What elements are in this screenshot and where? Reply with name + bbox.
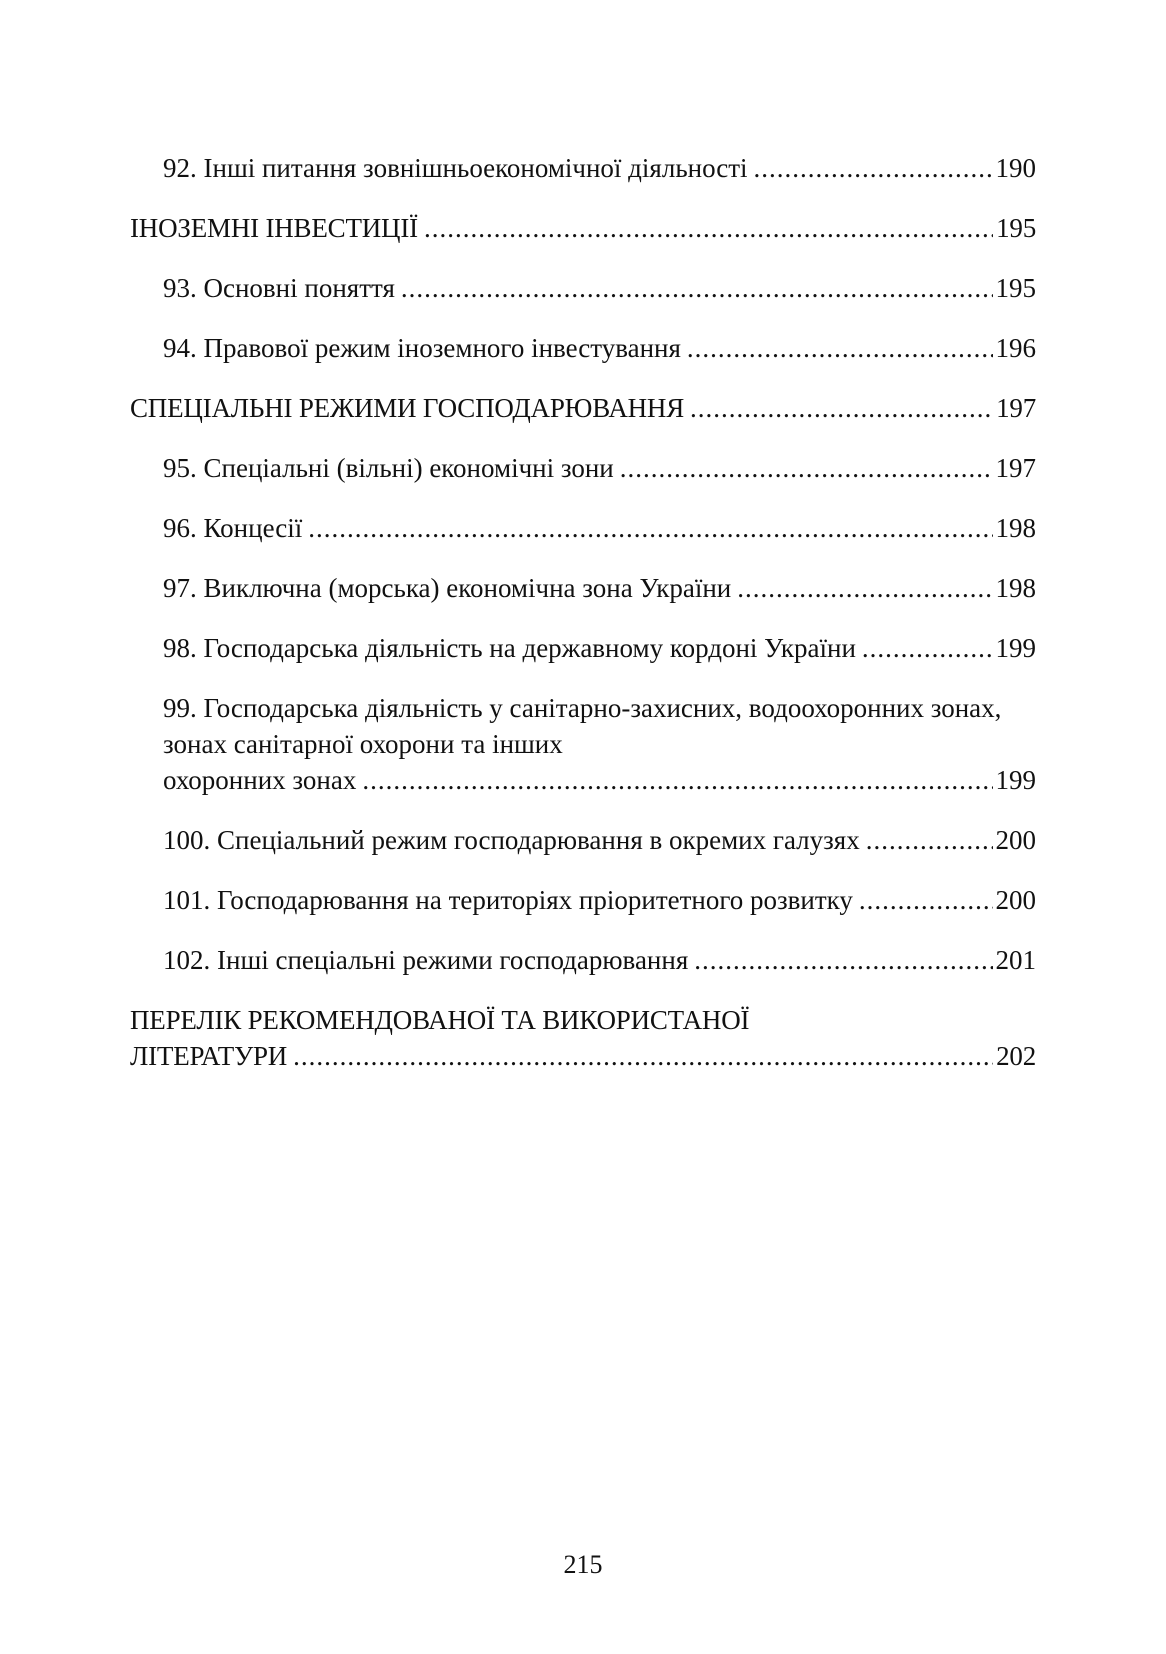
toc-entry-title: 102. Інші спеціальні режими господарювання	[163, 945, 689, 975]
toc-page-number: 190	[995, 153, 1036, 183]
dot-leader	[308, 510, 992, 546]
toc-section-title: СПЕЦІАЛЬНІ РЕЖИМИ ГОСПОДАРЮВАННЯ	[130, 393, 685, 423]
dot-leader	[694, 942, 992, 978]
toc-section-title-lead: ПЕРЕЛІК РЕКОМЕНДОВАНОЇ ТА ВИКОРИСТАНОЇ	[130, 1005, 750, 1035]
page-number-footer: 215	[563, 1550, 603, 1579]
toc-page-number: 200	[995, 885, 1036, 915]
toc-entry-title: 92. Інші питання зовнішньоекономічної діяльності	[163, 153, 748, 183]
toc-page-number: 196	[995, 333, 1036, 363]
toc-entry-title: 93. Основні поняття	[163, 273, 395, 303]
dot-leader	[293, 1038, 993, 1074]
toc-page-number: 198	[995, 513, 1036, 543]
toc-page-number: 199	[995, 633, 1036, 663]
dot-leader	[754, 150, 993, 186]
dot-leader	[737, 570, 992, 606]
dot-leader	[690, 390, 993, 426]
dot-leader	[862, 630, 993, 666]
toc-section-title: ІНОЗЕМНІ ІНВЕСТИЦІЇ	[130, 213, 418, 243]
toc-entry-title: 97. Виключна (морська) економічна зона України	[163, 573, 732, 603]
toc-section-foreign-investments[interactable]	[130, 210, 1036, 246]
toc-entry-92[interactable]	[130, 150, 1036, 186]
toc-entry-98[interactable]	[130, 630, 1036, 666]
toc-entry-title: 101. Господарювання на територіях пріоритетного розвитку	[163, 885, 853, 915]
toc-entry-96[interactable]	[130, 510, 1036, 546]
toc-entry-100[interactable]	[130, 822, 1036, 858]
toc-page-number: 197	[996, 393, 1036, 423]
toc-page-number: 197	[995, 453, 1036, 483]
toc-entry-title: 100. Спеціальний режим господарювання в окремих галузях	[163, 825, 860, 855]
dot-leader	[859, 882, 993, 918]
toc-page-number: 202	[996, 1041, 1036, 1071]
dot-leader	[401, 270, 993, 306]
dot-leader	[687, 330, 993, 366]
toc-entry-title-lead: 99. Господарська діяльність у санітарно-захисних, водоохоронних зонах, зонах санітарної охорони та інших	[163, 693, 1002, 759]
toc-entry-97[interactable]	[130, 570, 1036, 606]
toc-entry-101[interactable]	[130, 882, 1036, 918]
dot-leader	[362, 762, 992, 798]
toc-entry-102[interactable]	[130, 942, 1036, 978]
dot-leader	[866, 822, 993, 858]
dot-leader	[620, 450, 993, 486]
dot-leader	[424, 210, 993, 246]
toc-entry-title: 96. Концесії	[163, 513, 303, 543]
toc-entry-95[interactable]	[130, 450, 1036, 486]
toc-entry-93[interactable]	[130, 270, 1036, 306]
toc-entry-99[interactable]	[130, 690, 1036, 798]
toc-section-references[interactable]	[130, 1002, 1036, 1074]
toc-page-number: 201	[995, 945, 1036, 975]
toc-section-special-regimes[interactable]	[130, 390, 1036, 426]
toc-page-number: 195	[995, 273, 1036, 303]
toc-page-number: 195	[996, 213, 1036, 243]
table-of-contents	[130, 150, 1036, 1098]
toc-entry-title: 98. Господарська діяльність на державному кордоні України	[163, 633, 856, 663]
toc-entry-title: 95. Спеціальні (вільні) економічні зони	[163, 453, 614, 483]
toc-section-title: ЛІТЕРАТУРИ	[130, 1041, 288, 1071]
toc-page-number: 198	[995, 573, 1036, 603]
toc-entry-94[interactable]	[130, 330, 1036, 366]
toc-page-number: 199	[995, 765, 1036, 795]
toc-entry-title: 94. Правової режим іноземного інвестування	[163, 333, 681, 363]
toc-entry-title: охоронних зонах	[163, 765, 357, 795]
toc-page-number: 200	[995, 825, 1036, 855]
